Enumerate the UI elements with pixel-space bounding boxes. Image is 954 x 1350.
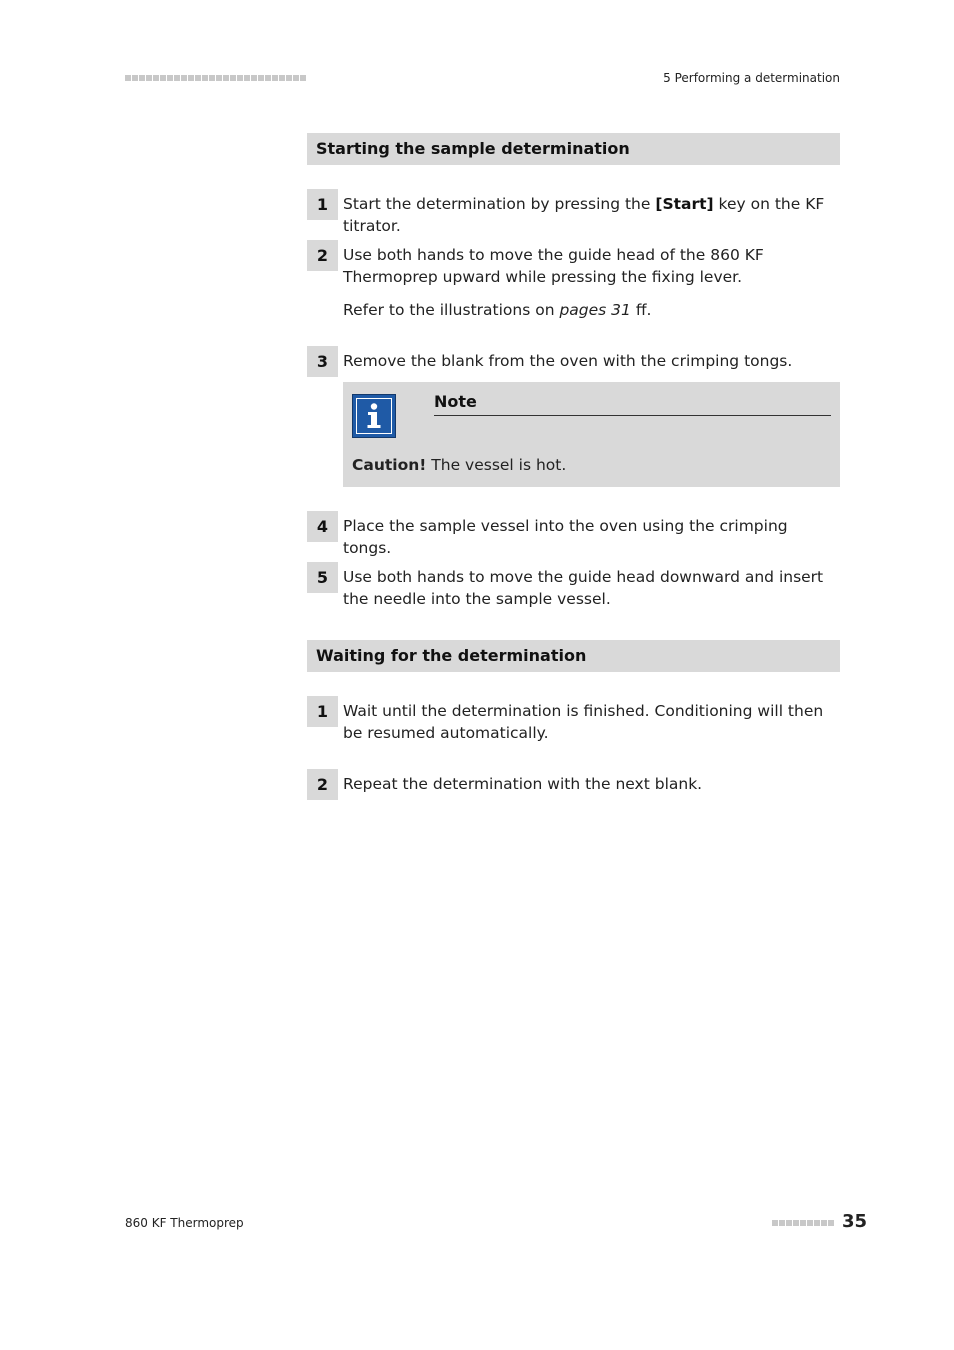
note-title: Note — [434, 391, 831, 416]
footer-product-name: 860 KF Thermoprep — [125, 1216, 244, 1230]
step-number: 2 — [307, 769, 338, 800]
page-reference: pages 31 — [559, 301, 631, 319]
chapter-title: 5 Performing a determination — [663, 71, 840, 85]
reference-text: Refer to the illustrations on pages 31 ff. — [343, 301, 652, 319]
note-text: Caution! The vessel is hot. — [352, 456, 567, 474]
section-header-starting: Starting the sample determination — [307, 133, 840, 165]
step-number: 1 — [307, 189, 338, 220]
step-text: Place the sample vessel into the oven using the crimping tongs. — [343, 517, 788, 557]
start-key: [Start] — [655, 195, 714, 213]
footer-decorative-squares — [772, 1220, 834, 1226]
info-icon — [352, 394, 396, 438]
page-number: 35 — [841, 1211, 867, 1232]
step-text: Start the determination by pressing the [Start] key on the KF titrator. — [343, 195, 825, 235]
step-number: 3 — [307, 346, 338, 377]
caution-label: Caution! — [352, 456, 427, 474]
header-decorative-squares — [125, 75, 306, 81]
note-box — [343, 382, 840, 487]
section-header-waiting: Waiting for the determination — [307, 640, 840, 672]
step-number: 4 — [307, 511, 338, 542]
step-text: Repeat the determination with the next blank. — [343, 775, 703, 793]
step-text: Use both hands to move the guide head of the 860 KF Thermoprep upward while pressing the fixing lever. Refer to the illustrations on pages 31 ff. — [343, 244, 840, 321]
step-number: 5 — [307, 562, 338, 593]
step-text: Wait until the determination is finished. Conditioning will then be resumed automatically. — [343, 702, 824, 742]
step-text: Use both hands to move the guide head downward and insert the needle into the sample vessel. — [343, 568, 824, 608]
step-number: 1 — [307, 696, 338, 727]
step-number: 2 — [307, 240, 338, 271]
step-text: Remove the blank from the oven with the crimping tongs. — [343, 352, 793, 370]
